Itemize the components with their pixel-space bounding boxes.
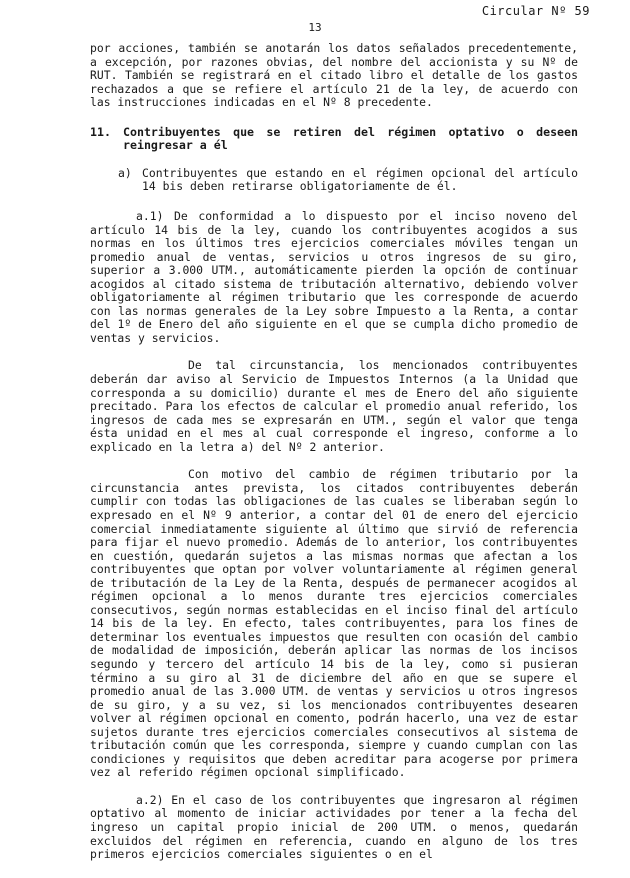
- paragraph-a2: a.2) En el caso de los contribuyentes que ingresaron al régimen optativo al momento de iniciar actividades por tener a la fecha del ingreso un capital propio inicial de 200 UTM. o menos, quedarán excluidos del régimen en referencia, cuando en alguno de los tres primeros ejercicios comerciales siguientes o en el: [90, 792, 578, 862]
- paragraph-intro: por acciones, también se anotarán los datos señalados precedentemente, a excepción, por razones obvias, del nombre del accionista y su Nº de RUT. También se registrará en el citado libro el detalle de los gastos rechazados a que se refiere el artículo 21 de la ley, de acuerdo con las instrucciones indicadas en el Nº 8 precedente.: [90, 41, 578, 110]
- circular-number: Circular Nº 59: [481, 4, 590, 18]
- page-number: 13: [308, 21, 322, 34]
- subsection-a-text: Contribuyentes que estando en el régimen opcional del artículo 14 bis deben retirarse obligatoriamente de él.: [142, 165, 578, 194]
- paragraph-de-tal: De tal circunstancia, los mencionados contribuyentes deberán dar aviso al Servicio de Impuestos Internos (a la Unidad que corresponda a su domicilio) durante el mes de Enero del año siguiente precitado. Para los efectos de calcular el promedio anual referido, los ingresos de cada mes se expresarán en UTM., según el valor que tenga ésta unidad en el mes al cual corresponde el ingreso, conforme a lo explicado en la letra a) del Nº 2 anterior.: [90, 358, 578, 454]
- subsection-a: [118, 167, 578, 194]
- subsection-a-label: a): [118, 165, 132, 180]
- section-heading: [90, 126, 578, 153]
- paragraph-con-motivo: Con motivo del cambio de régimen tributario por la circunstancia antes prevista, los citados contribuyentes deberán cumplir con todas las obligaciones de las cuales se liberaban según lo expresado en el Nº 9 anterior, a contar del 01 de enero del ejercicio comercial inmediatamente siguiente al último que sirvió de referencia para fijar el nuevo promedio. Además de lo anterior, los contribuyentes en cuestión, quedarán sujetos a las mismas normas que afectan a los contribuyentes que optan por volver voluntariamente al régimen general de tributación de la Ley de la Renta, después de permanecer acogidos al régimen opcional a lo menos durante tres ejercicios comerciales consecutivos, según normas establecidas en el inciso final del artículo 14 bis de la ley. En efecto, tales contribuyentes, para los fines de determinar los eventuales impuestos que resulten con ocasión del cambio de modalidad de imposición, deberán aplicar las normas de los incisos segundo y tercero del artículo 14 bis de la ley, como si pusieran término a su giro al 31 de diciembre del año en que se supere el promedio anual de las 3.000 UTM. de ventas y servicios u otros ingresos de su giro, y a su vez, si los mencionados contribuyentes desearen volver al régimen opcional en comento, podrán hacerlo, una vez de estar sujetos durante tres ejercicios comerciales consecutivos al sistema de tributación común que les corresponda, siempre y cuando cumplan con las condiciones y requisitos que deben acreditar para acogerse por primera vez al referido régimen opcional simplificado.: [90, 467, 578, 780]
- section-number: 11.: [90, 124, 111, 139]
- paragraph-a1: a.1) De conformidad a lo dispuesto por el inciso noveno del artículo 14 bis de la ley, cuando los contribuyentes acogidos a sus normas en los últimos tres ejercicios comerciales móviles tengan un promedio anual de ventas, servicios u otros ingresos de su giro, superior a 3.000 UTM., automáticamente pierden la opción de continuar acogidos al citado sistema de tributación alternativo, debiendo volver obligatoriamente al régimen tributario que les corresponde de acuerdo con las normas generales de la Ley sobre Impuesto a la Renta, a contar del 1º de Enero del año siguiente en el que se cumpla dicho promedio de ventas y servicios.: [90, 209, 578, 345]
- section-title: Contribuyentes que se retiren del régimen optativo o deseen reingresar a él: [123, 124, 578, 153]
- document-body: [90, 42, 578, 876]
